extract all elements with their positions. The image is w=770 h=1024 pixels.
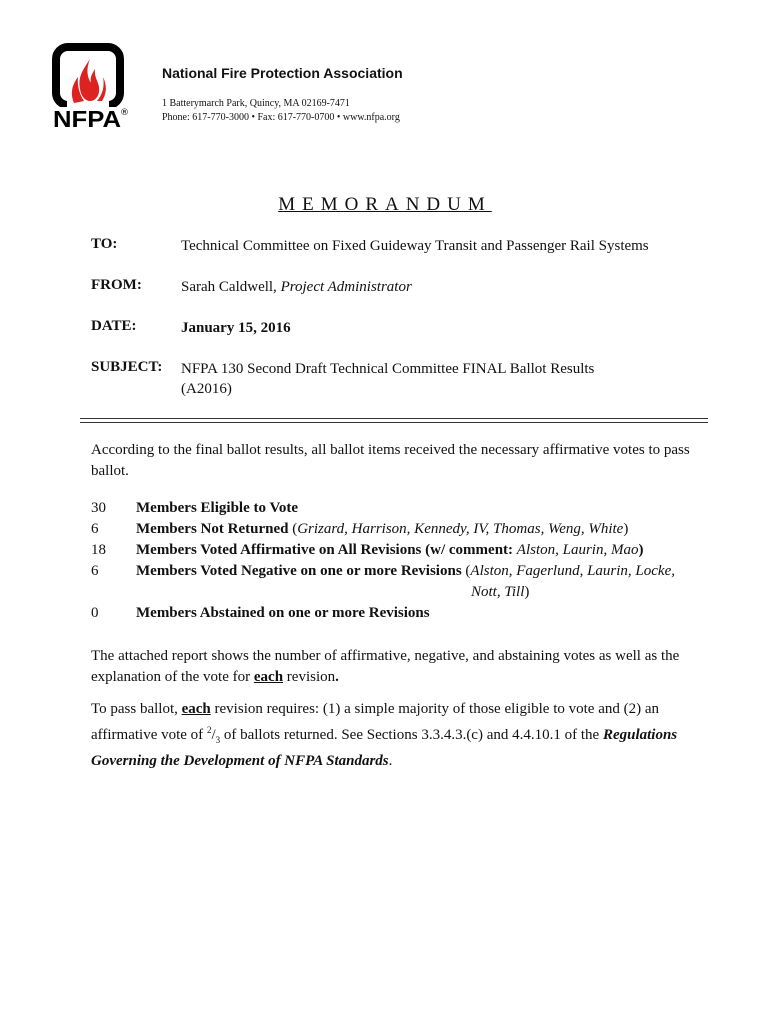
date-value: January 15, 2016 bbox=[181, 320, 291, 336]
paren-open: ( bbox=[461, 563, 471, 579]
vote-row-not-returned bbox=[136, 521, 628, 538]
report-text-2: revision bbox=[283, 669, 336, 685]
paren-open: ( bbox=[288, 521, 298, 537]
vote-row-negative-cont bbox=[471, 584, 529, 601]
org-name: National Fire Protection Association bbox=[162, 65, 403, 81]
vote-count-affirmative: 18 bbox=[91, 542, 106, 558]
report-text: The attached report shows the number of affirmative, negative, and abstaining votes as well as the explanation of the vote for bbox=[91, 648, 680, 685]
subject-label: SUBJECT: bbox=[91, 359, 163, 375]
nfpa-logo bbox=[52, 45, 129, 132]
pass-text-2: revision requires: (1) a simple majority of those eligible to vote and (2) an affirmative vote of bbox=[91, 701, 659, 743]
paren-close: ) bbox=[524, 584, 530, 600]
registered-mark-icon: ® bbox=[120, 108, 129, 118]
vote-count-not-returned: 6 bbox=[91, 521, 99, 537]
subject-line-1: NFPA 130 Second Draft Technical Committee FINAL Ballot Results bbox=[181, 361, 595, 377]
header-divider-bottom bbox=[80, 422, 708, 423]
vote-label-not-returned: Members Not Returned bbox=[136, 521, 289, 537]
vote-row-affirmative bbox=[136, 542, 643, 559]
to-label: TO: bbox=[91, 236, 118, 252]
from-name: Sarah Caldwell, bbox=[181, 279, 281, 295]
paren-close: ) bbox=[638, 542, 644, 558]
org-address-block bbox=[162, 97, 400, 125]
pass-text: To pass ballot, bbox=[91, 701, 182, 717]
from-title: Project Administrator bbox=[280, 279, 412, 295]
org-address: 1 Batterymarch Park, Quincy, MA 02169-7471 bbox=[162, 98, 350, 109]
memo-title: MEMORANDUM bbox=[278, 194, 492, 215]
fraction-denominator: 3 bbox=[215, 735, 221, 745]
logo-wordmark: NFPA bbox=[53, 106, 121, 132]
subject-value bbox=[181, 359, 594, 399]
vote-names-negative: Alston, Fagerlund, Laurin, Locke, bbox=[470, 563, 675, 579]
vote-names-negative-2: Nott, Till bbox=[471, 584, 525, 600]
report-each: each bbox=[253, 669, 284, 685]
vote-names-affirmative: Alston, Laurin, Mao bbox=[516, 542, 639, 558]
pass-text-3: of ballots returned. See Sections 3.3.4.3.(c) and 4.4.10.1 of the bbox=[220, 727, 603, 743]
date-label: DATE: bbox=[91, 318, 137, 334]
vote-row-abstained bbox=[136, 605, 430, 622]
fraction-slash: / bbox=[211, 727, 216, 743]
pass-each: each bbox=[181, 701, 211, 717]
pass-period: . bbox=[388, 753, 393, 769]
report-period: . bbox=[335, 669, 339, 685]
intro-paragraph: According to the final ballot results, all ballot items received the necessary affirmative votes to pass ballot. bbox=[91, 442, 690, 479]
from-label: FROM: bbox=[91, 277, 142, 293]
paren-close: ) bbox=[623, 521, 629, 537]
from-value bbox=[181, 277, 412, 297]
vote-count-abstained: 0 bbox=[91, 605, 99, 621]
vote-label-eligible: Members Eligible to Vote bbox=[136, 500, 299, 516]
subject-line-2: (A2016) bbox=[181, 381, 232, 397]
vote-count-eligible: 30 bbox=[91, 500, 106, 516]
pass-paragraph bbox=[91, 699, 701, 772]
fraction-numerator: 2 bbox=[206, 725, 212, 735]
vote-label-abstained: Members Abstained on one or more Revisions bbox=[136, 605, 430, 621]
vote-label-negative: Members Voted Negative on one or more Revisions bbox=[136, 563, 462, 579]
to-value: Technical Committee on Fixed Guideway Transit and Passenger Rail Systems bbox=[181, 238, 649, 254]
vote-label-affirmative: Members Voted Affirmative on All Revisions (w/ comment: bbox=[136, 542, 517, 558]
header-divider-top bbox=[80, 418, 708, 419]
report-paragraph bbox=[91, 646, 701, 688]
vote-names-not-returned: Grizard, Harrison, Kennedy, IV, Thomas, Weng, White bbox=[297, 521, 624, 537]
vote-row-eligible bbox=[136, 500, 298, 517]
org-contact: Phone: 617-770-3000 • Fax: 617-770-0700 • www.nfpa.org bbox=[162, 112, 400, 123]
vote-row-negative bbox=[136, 563, 675, 580]
vote-count-negative: 6 bbox=[91, 563, 99, 579]
regulations-title: Regulations Governing the Development of NFPA Standards bbox=[91, 727, 678, 769]
